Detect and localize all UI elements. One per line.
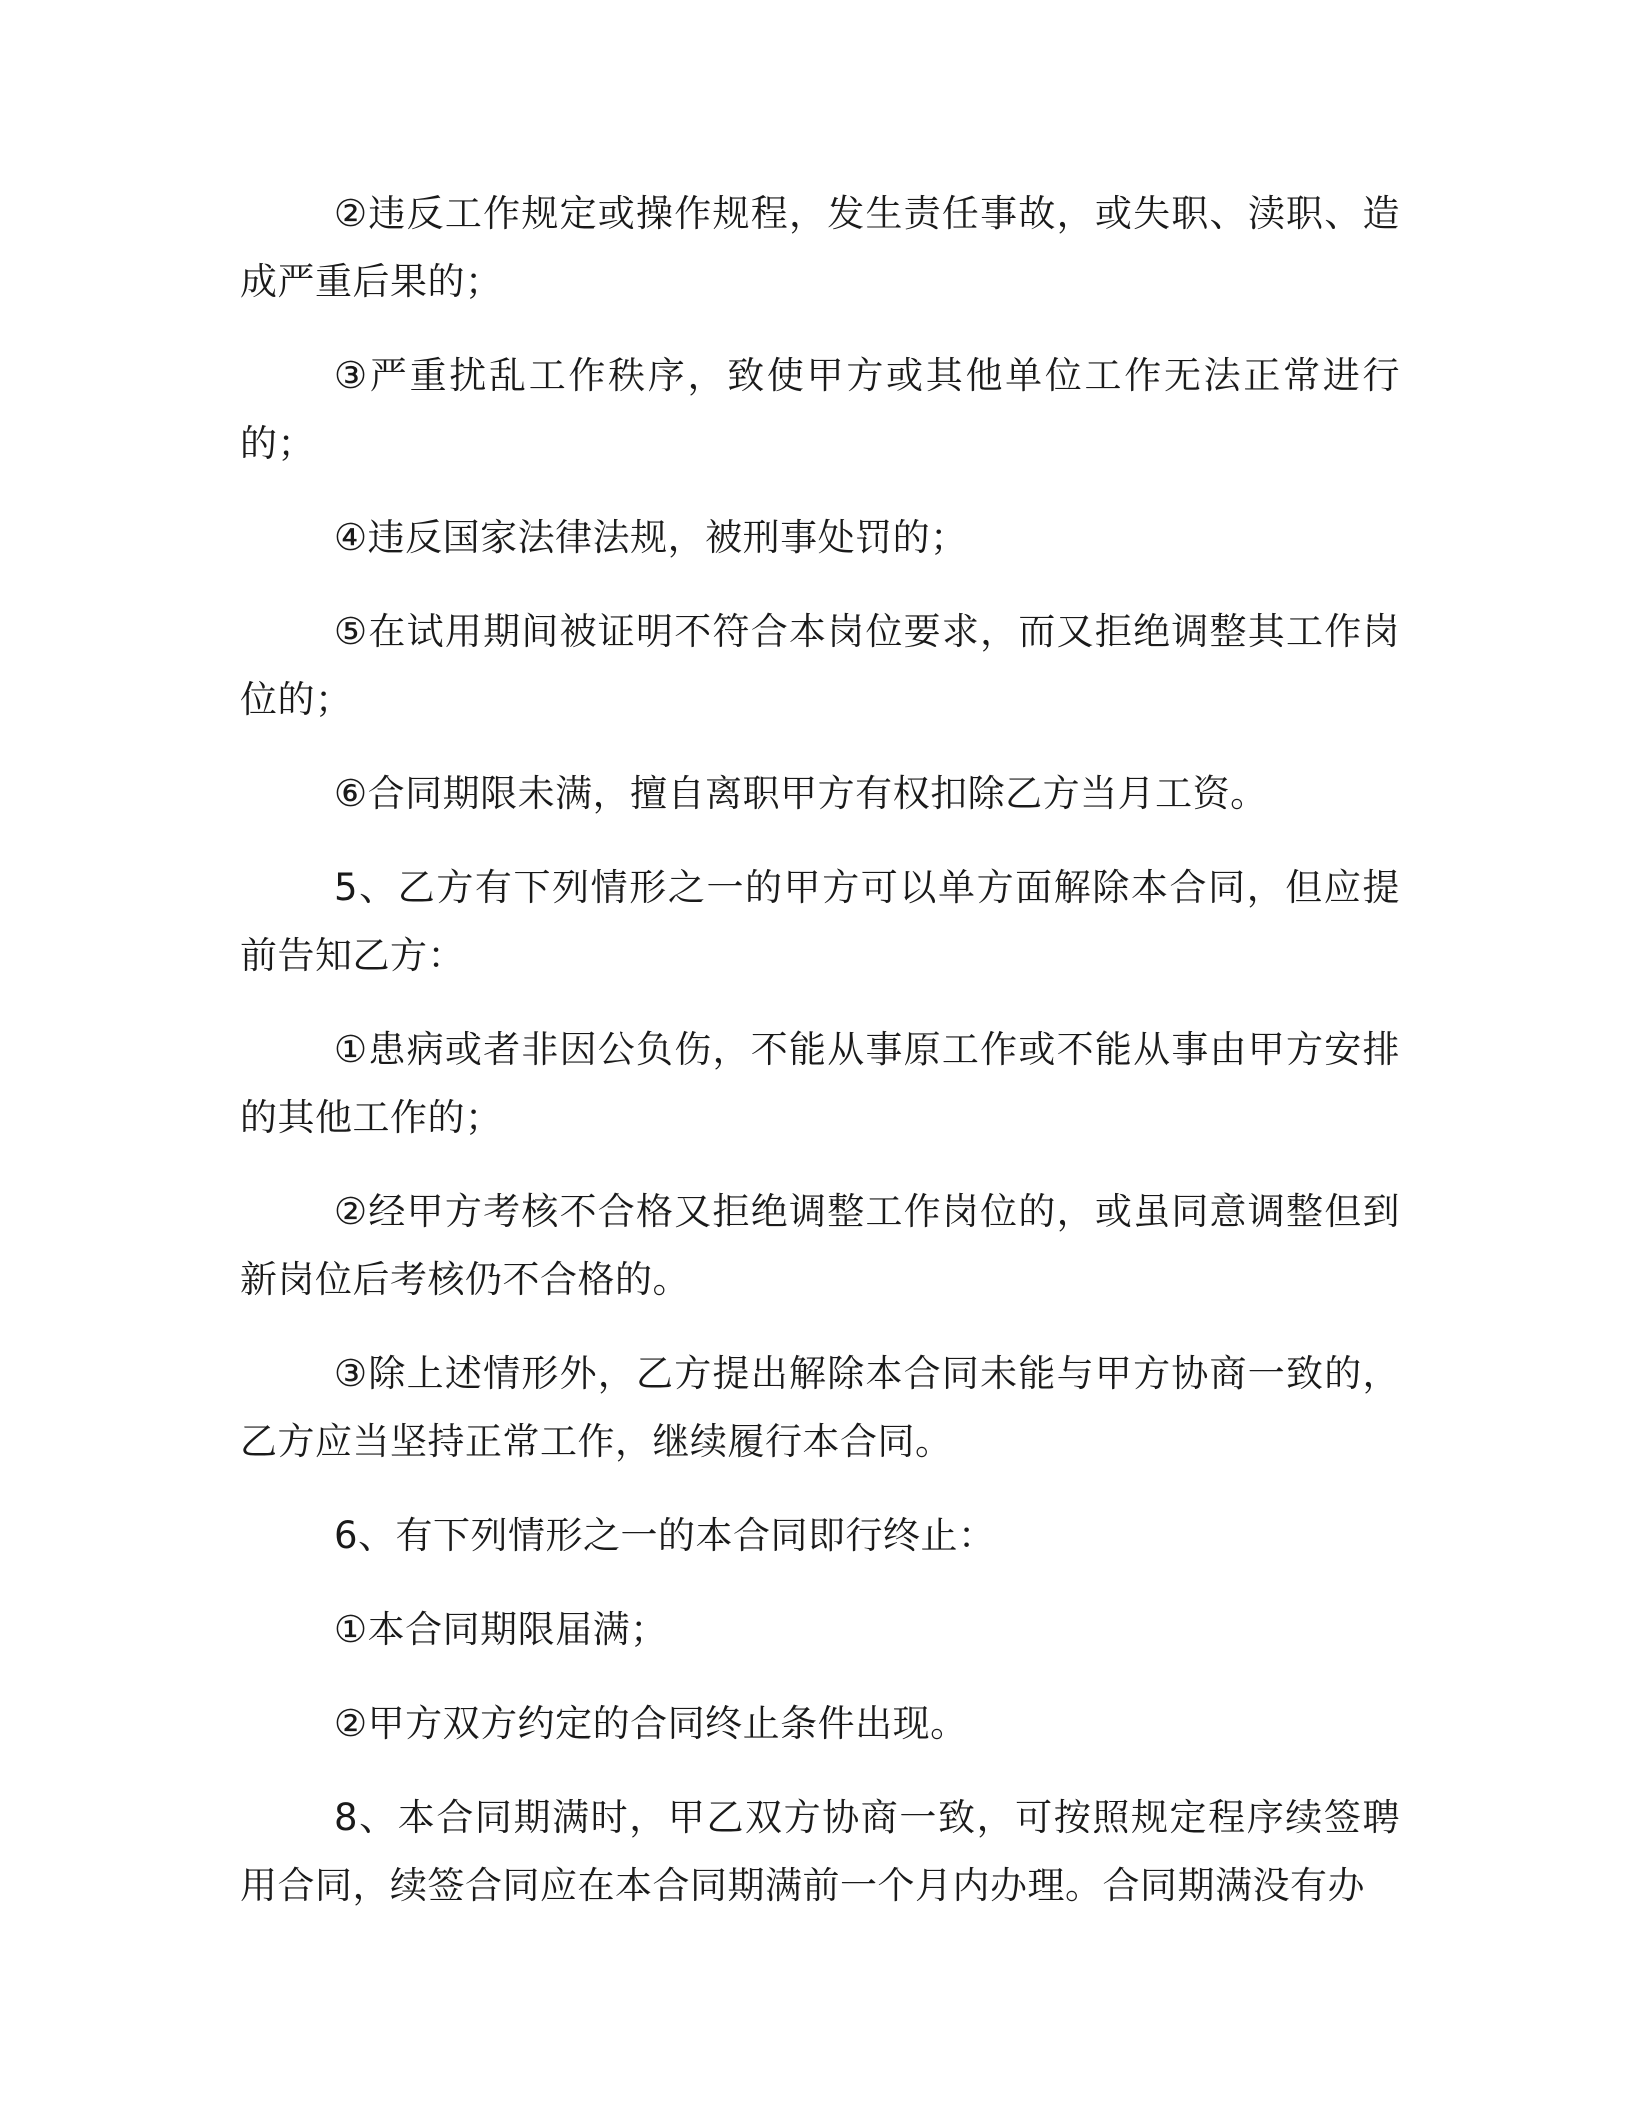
paragraph-clause-4-5: ⑤在试用期间被证明不符合本岗位要求，而又拒绝调整其工作岗位的；: [240, 610, 1400, 721]
paragraph-clause-6-2: ②甲方双方约定的合同终止条件出现。: [334, 1702, 968, 1745]
paragraph-clause-5-3: ③除上述情形外，乙方提出解除本合同未能与甲方协商一致的，乙方应当坚持正常工作，继续履行本合同。: [240, 1352, 1400, 1463]
paragraph-clause-4-2: ②违反工作规定或操作规程，发生责任事故，或失职、渎职、造成严重后果的；: [240, 192, 1400, 303]
document-body: [240, 180, 1400, 1946]
paragraph-clause-8: 8、本合同期满时，甲乙双方协商一致，可按照规定程序续签聘用合同，续签合同应在本合同期满前一个月内办理。合同期满没有办: [240, 1796, 1400, 1907]
paragraph-clause-5-2: ②经甲方考核不合格又拒绝调整工作岗位的，或虽同意调整但到新岗位后考核仍不合格的。: [240, 1190, 1400, 1301]
paragraph-clause-6: 6、有下列情形之一的本合同即行终止：: [334, 1514, 996, 1557]
paragraph-clause-4-3: ③严重扰乱工作秩序，致使甲方或其他单位工作无法正常进行的；: [240, 354, 1400, 465]
paragraph-clause-5-1: ①患病或者非因公负伤，不能从事原工作或不能从事由甲方安排的其他工作的；: [240, 1028, 1400, 1139]
paragraph-clause-6-1: ①本合同期限届满；: [334, 1608, 668, 1651]
paragraph-clause-4-4: ④违反国家法律法规，被刑事处罚的；: [334, 516, 968, 559]
paragraph-clause-4-6: ⑥合同期限未满，擅自离职甲方有权扣除乙方当月工资。: [334, 772, 1268, 815]
paragraph-clause-5: 5、乙方有下列情形之一的甲方可以单方面解除本合同，但应提前告知乙方：: [240, 866, 1400, 977]
